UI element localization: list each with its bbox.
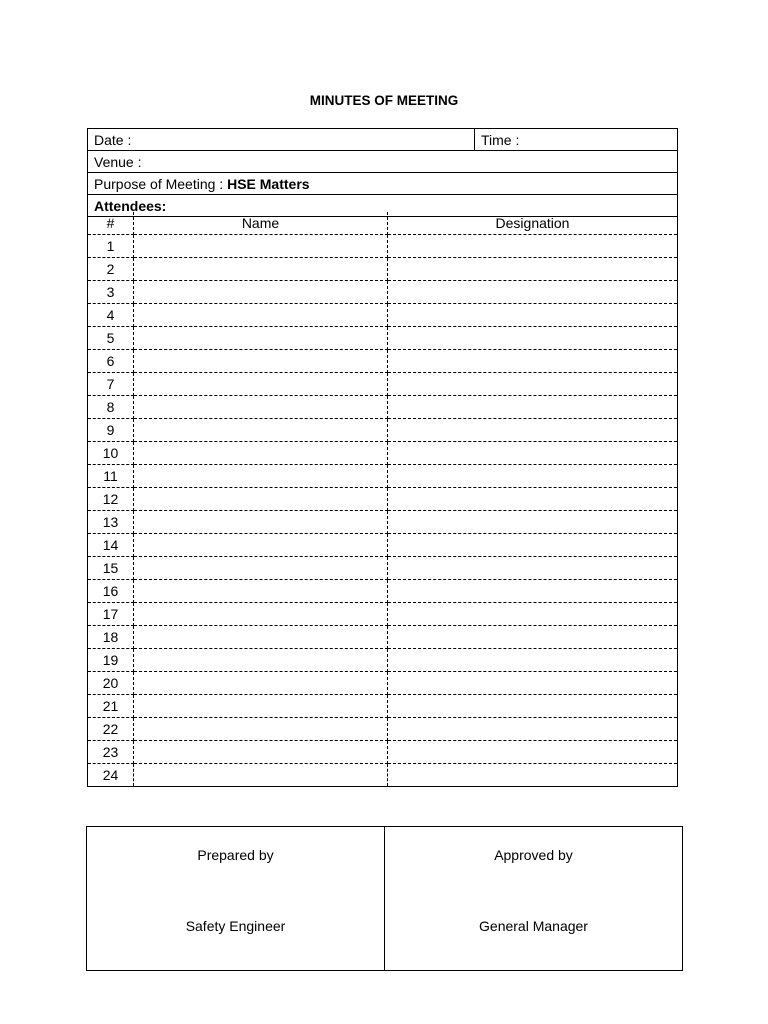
designation-cell[interactable] (388, 718, 678, 741)
table-row (88, 327, 678, 350)
designation-cell[interactable] (388, 419, 678, 442)
time-field[interactable]: Time : (475, 129, 678, 151)
row-number: 17 (88, 603, 134, 626)
attendees-header-row (88, 212, 678, 235)
name-cell[interactable] (134, 603, 388, 626)
venue-field[interactable]: Venue : (88, 151, 678, 173)
prepared-by-label: Prepared by (197, 847, 274, 863)
table-row (88, 649, 678, 672)
page-title: MINUTES OF MEETING (309, 93, 459, 108)
table-row (88, 396, 678, 419)
name-cell[interactable] (134, 235, 388, 258)
table-row (88, 442, 678, 465)
name-cell[interactable] (134, 534, 388, 557)
designation-cell[interactable] (388, 281, 678, 304)
name-cell[interactable] (134, 258, 388, 281)
row-number: 8 (88, 396, 134, 419)
name-cell[interactable] (134, 695, 388, 718)
row-number: 21 (88, 695, 134, 718)
designation-cell[interactable] (388, 511, 678, 534)
column-header-number: # (88, 212, 134, 235)
name-cell[interactable] (134, 327, 388, 350)
purpose-label: Purpose of Meeting : (94, 175, 228, 192)
name-cell[interactable] (134, 511, 388, 534)
designation-cell[interactable] (388, 580, 678, 603)
row-number: 20 (88, 672, 134, 695)
row-number: 18 (88, 626, 134, 649)
designation-cell[interactable] (388, 534, 678, 557)
designation-cell[interactable] (388, 649, 678, 672)
row-number: 22 (88, 718, 134, 741)
column-header-name: Name (134, 212, 388, 235)
designation-cell[interactable] (388, 764, 678, 787)
row-number: 13 (88, 511, 134, 534)
row-number: 10 (88, 442, 134, 465)
row-number: 19 (88, 649, 134, 672)
meeting-header-table (87, 128, 678, 217)
name-cell[interactable] (134, 465, 388, 488)
name-cell[interactable] (134, 488, 388, 511)
row-number: 7 (88, 373, 134, 396)
row-number: 5 (88, 327, 134, 350)
table-row (88, 304, 678, 327)
designation-cell[interactable] (388, 235, 678, 258)
designation-cell[interactable] (388, 557, 678, 580)
designation-cell[interactable] (388, 695, 678, 718)
designation-cell[interactable] (388, 396, 678, 419)
row-number: 6 (88, 350, 134, 373)
name-cell[interactable] (134, 373, 388, 396)
table-row (88, 258, 678, 281)
row-number: 12 (88, 488, 134, 511)
designation-cell[interactable] (388, 626, 678, 649)
row-number: 4 (88, 304, 134, 327)
name-cell[interactable] (134, 764, 388, 787)
table-row (88, 465, 678, 488)
name-cell[interactable] (134, 626, 388, 649)
designation-cell[interactable] (388, 373, 678, 396)
table-row (88, 672, 678, 695)
name-cell[interactable] (134, 442, 388, 465)
table-row (88, 718, 678, 741)
row-number: 1 (88, 235, 134, 258)
table-row (88, 419, 678, 442)
prepared-by-title: Safety Engineer (185, 918, 286, 934)
name-cell[interactable] (134, 557, 388, 580)
attendees-table (87, 212, 678, 787)
table-row (88, 350, 678, 373)
table-row (88, 557, 678, 580)
designation-cell[interactable] (388, 741, 678, 764)
approved-by-label: Approved by (494, 847, 573, 863)
table-row (88, 488, 678, 511)
column-header-designation: Designation (388, 212, 678, 235)
name-cell[interactable] (134, 419, 388, 442)
attendees-label: Attendees: (88, 195, 678, 217)
row-number: 16 (88, 580, 134, 603)
date-field[interactable]: Date : (88, 129, 475, 151)
table-row (88, 511, 678, 534)
name-cell[interactable] (134, 741, 388, 764)
designation-cell[interactable] (388, 350, 678, 373)
designation-cell[interactable] (388, 442, 678, 465)
purpose-value: HSE Matters (227, 175, 310, 192)
approved-by-title: General Manager (479, 918, 588, 934)
table-row (88, 603, 678, 626)
designation-cell[interactable] (388, 304, 678, 327)
designation-cell[interactable] (388, 672, 678, 695)
name-cell[interactable] (134, 580, 388, 603)
row-number: 23 (88, 741, 134, 764)
purpose-field (88, 173, 678, 195)
row-number: 2 (88, 258, 134, 281)
table-row (88, 764, 678, 787)
name-cell[interactable] (134, 649, 388, 672)
prepared-by-cell[interactable] (87, 827, 385, 971)
table-row (88, 741, 678, 764)
name-cell[interactable] (134, 281, 388, 304)
designation-cell[interactable] (388, 488, 678, 511)
table-row (88, 373, 678, 396)
table-row (88, 580, 678, 603)
name-cell[interactable] (134, 718, 388, 741)
designation-cell[interactable] (388, 603, 678, 626)
row-number: 3 (88, 281, 134, 304)
row-number: 15 (88, 557, 134, 580)
row-number: 24 (88, 764, 134, 787)
table-row (88, 534, 678, 557)
table-row (88, 235, 678, 258)
row-number: 11 (88, 465, 134, 488)
row-number: 14 (88, 534, 134, 557)
designation-cell[interactable] (388, 258, 678, 281)
designation-cell[interactable] (388, 465, 678, 488)
name-cell[interactable] (134, 396, 388, 419)
row-number: 9 (88, 419, 134, 442)
name-cell[interactable] (134, 350, 388, 373)
table-row (88, 695, 678, 718)
name-cell[interactable] (134, 304, 388, 327)
table-row (88, 626, 678, 649)
designation-cell[interactable] (388, 327, 678, 350)
table-row (88, 281, 678, 304)
signature-table (86, 826, 683, 971)
approved-by-cell[interactable] (385, 827, 683, 971)
name-cell[interactable] (134, 672, 388, 695)
